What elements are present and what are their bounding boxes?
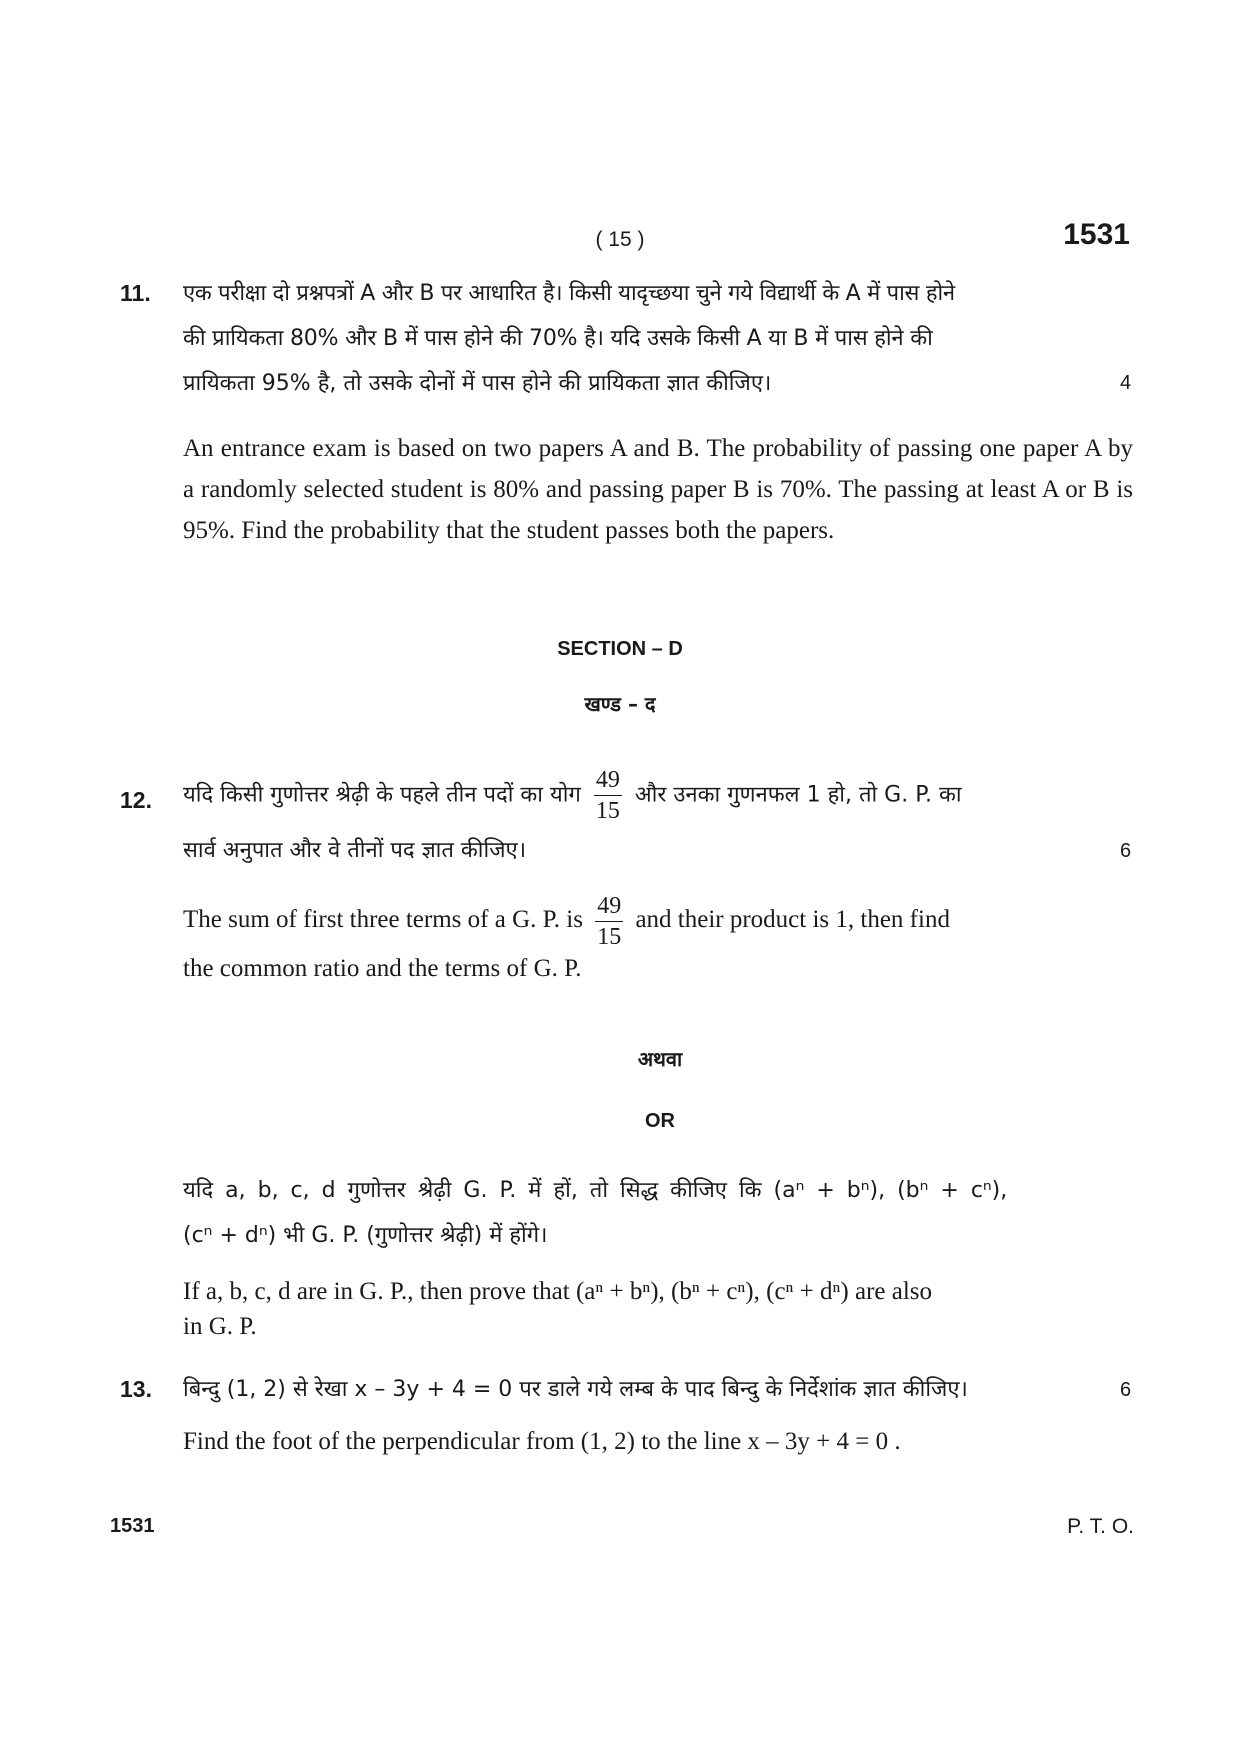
or-english: OR	[645, 1110, 675, 1132]
fraction-denominator: 15	[595, 798, 620, 824]
q12-hindi-line-1	[183, 767, 1133, 824]
q13-english-text: Find the foot of the perpendicular from (1, 2) to the line x – 3y + 4 = 0 .	[183, 1428, 901, 1455]
q11-hindi-line-1: एक परीक्षा दो प्रश्नपत्रों A और B पर आधारित है। किसी यादृच्छया चुने गये विद्यार्थी के A में पास होने	[183, 281, 955, 306]
q12-english-pre: The sum of first three terms of a G. P. is	[183, 906, 583, 934]
q11-hindi-line-2: की प्रायिकता 80% और B में पास होने की 70% है। यदि उसके किसी A या B में पास होने की	[183, 326, 933, 351]
q12-english-post: and their product is 1, then find	[635, 906, 950, 934]
q11-marks: 4	[1120, 372, 1132, 394]
q13-hindi-text: बिन्दु (1, 2) से रेखा x – 3y + 4 = 0 पर डाले गये लम्ब के पाद बिन्दु के निर्देशांक ज्ञात कीजिए।	[183, 1377, 968, 1402]
q12-hindi-pre: यदि किसी गुणोत्तर श्रेढ़ी के पहले तीन पदों का योग	[183, 782, 581, 808]
q12-english-line-1	[183, 893, 1143, 950]
question-number-13: 13.	[120, 1376, 152, 1402]
q12-alt-english-line-2: in G. P.	[183, 1313, 257, 1340]
page-number: ( 15 )	[595, 228, 645, 251]
footer-paper-code: 1531	[110, 1515, 155, 1537]
q12-alt-english-line-1: If a, b, c, d are in G. P., then prove that (aⁿ + bⁿ), (bⁿ + cⁿ), (cⁿ + dⁿ) are also	[183, 1278, 933, 1305]
q11-english-text: An entrance exam is based on two papers A and B. The probability of passing one paper A by a randomly selected student is 80% and passing paper B is 70%. The passing at least A or B is 95%. Find the probability that the student passes both the papers.	[183, 435, 1133, 544]
q12-fraction-hindi	[594, 767, 622, 824]
q12-english-line-2: the common ratio and the terms of G. P.	[183, 955, 582, 982]
q12-alt-hindi-line-2: (cⁿ + dⁿ) भी G. P. (गुणोत्तर श्रेढ़ी) में होंगे।	[183, 1223, 548, 1248]
q12-hindi-line-2: सार्व अनुपात और वे तीनों पद ज्ञात कीजिए।	[183, 838, 527, 863]
q12-alt-hindi-line-1: यदि a, b, c, d गुणोत्तर श्रेढ़ी G. P. में हों, तो सिद्ध कीजिए कि (aⁿ + bⁿ), (bⁿ + cⁿ),	[183, 1178, 1008, 1203]
q12-marks: 6	[1120, 840, 1132, 862]
fraction-numerator: 49	[594, 767, 622, 796]
q12-fraction-english	[595, 893, 623, 950]
section-title-hindi: खण्ड – द	[584, 692, 656, 716]
section-title-english: SECTION – D	[557, 638, 683, 660]
q11-hindi-line-3: प्रायिकता 95% है, तो उसके दोनों में पास होने की प्रायिकता ज्ञात कीजिए।	[183, 371, 772, 396]
question-number-12: 12.	[120, 787, 152, 813]
question-number-11: 11.	[120, 280, 151, 306]
q13-marks: 6	[1120, 1379, 1132, 1401]
fraction-numerator: 49	[595, 893, 623, 922]
fraction-denominator: 15	[597, 924, 622, 950]
q12-hindi-post: और उनका गुणनफल 1 हो, तो G. P. का	[634, 782, 962, 808]
or-hindi: अथवा	[637, 1047, 683, 1071]
footer-pto: P. T. O.	[1067, 1515, 1134, 1538]
paper-code-header: 1531	[1063, 218, 1130, 251]
